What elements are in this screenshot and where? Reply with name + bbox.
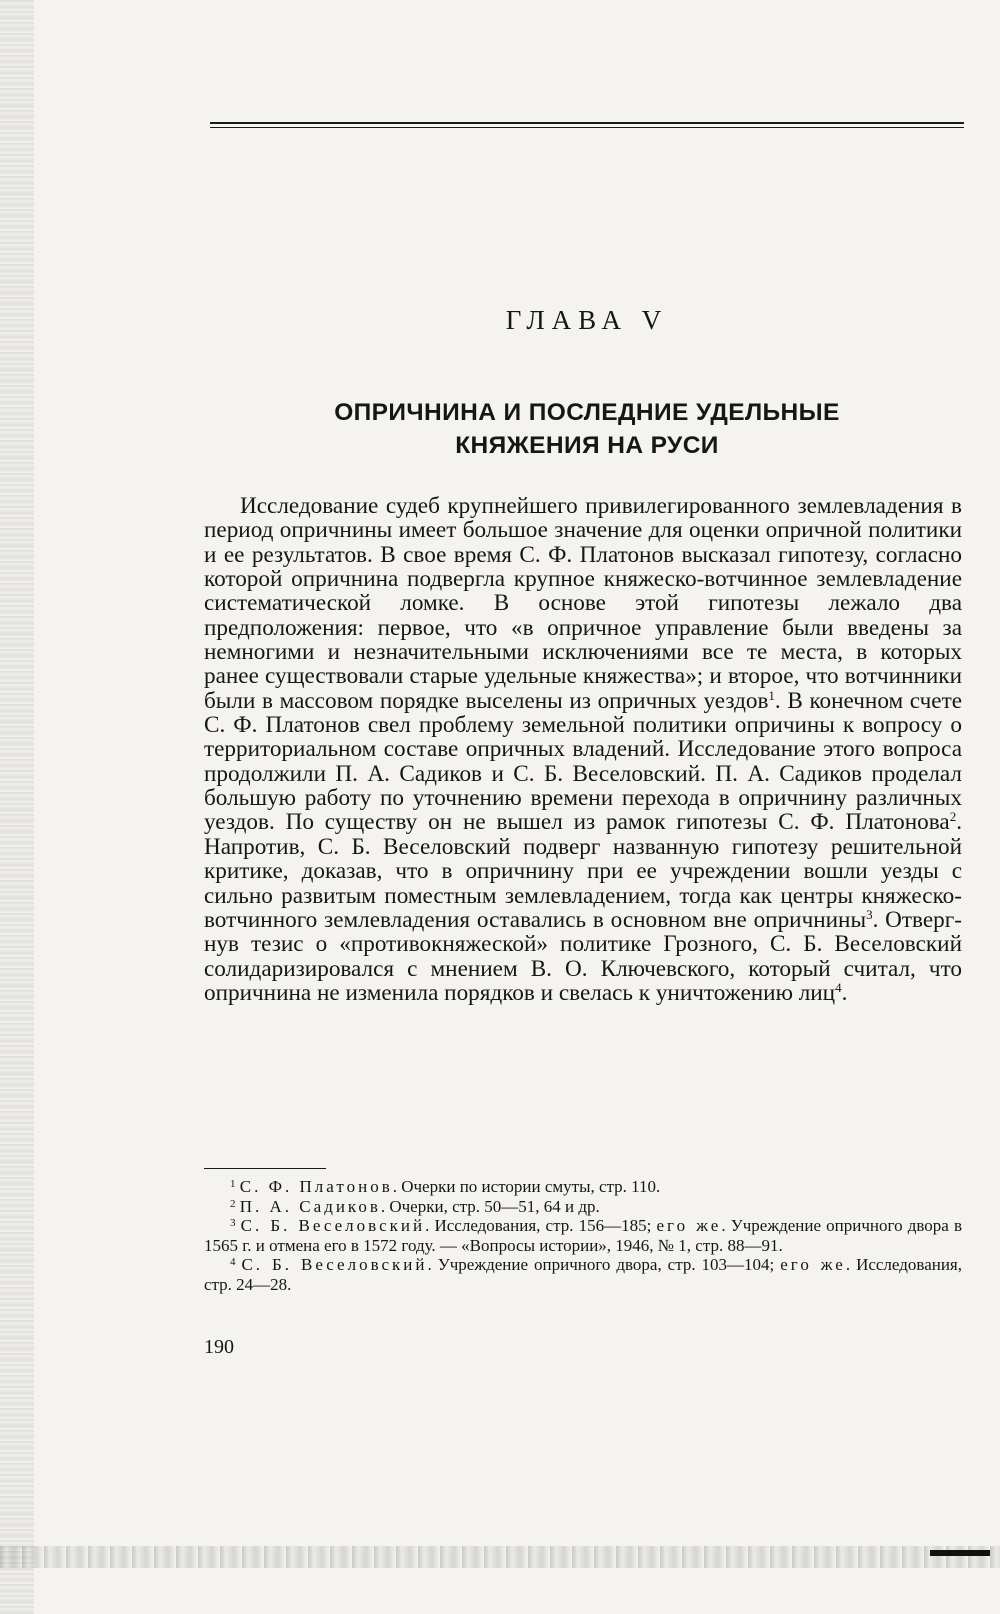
footnote-ref-3[interactable]: 3 — [866, 906, 873, 922]
footnote-author: С. Б. Веселовский — [240, 1216, 426, 1235]
header-rule-thin — [210, 127, 964, 128]
footnote-author: С. Б. Веселовский — [241, 1255, 428, 1274]
scan-edge-mark — [930, 1550, 990, 1556]
footnote-author: С. Ф. Платонов — [239, 1177, 393, 1196]
footnote-text: . Очерки по истории смуты, стр. 110. — [392, 1177, 661, 1196]
footnote-ref-2[interactable]: 2 — [949, 809, 957, 825]
footnote-text-2: . Учреждение опричного двора в 1565 г. и отмена его в 1572 году. — «Вопросы истории», 1946, № 1, стр. 88—91. — [204, 1216, 963, 1255]
footnote-ref-1[interactable]: 1 — [768, 687, 775, 703]
footnote-2 — [204, 1197, 962, 1217]
footnote-text: . Учреждение опричного двора, стр. 103—104; — [427, 1255, 781, 1274]
footnote-ref-4[interactable]: 4 — [835, 979, 842, 995]
body-text-part-e: . — [841, 979, 848, 1006]
footnote-1 — [204, 1177, 962, 1197]
footnote-text-2: . Исследования, стр. 24—28. — [204, 1255, 963, 1294]
chapter-title-line-2: КНЯЖЕНИЯ НА РУСИ — [455, 432, 719, 459]
chapter-title-line-1: ОПРИЧНИНА И ПОСЛЕДНИЕ УДЕЛЬНЫЕ — [334, 399, 840, 426]
footnote-text: . Очерки, стр. 50—51, 64 и др. — [380, 1196, 600, 1216]
footnote-author-2: его же — [780, 1255, 846, 1274]
footnote-3 — [204, 1216, 962, 1255]
footnotes — [204, 1177, 962, 1294]
chapter-label: ГЛАВА V — [505, 305, 669, 335]
footnote-author: П. А. Садиков — [239, 1196, 381, 1216]
footnote-4 — [204, 1255, 962, 1294]
page-number: 190 — [204, 1336, 234, 1358]
footnote-number: 1 — [230, 1178, 236, 1190]
scan-edge-left — [0, 0, 34, 1614]
body-paragraph — [204, 494, 962, 1005]
body-text-part-c: . Напротив, С. Б. Веселовский подверг названную гипотезу решительной критике, доказав, что в опричнину при ее учреждении вошли уезды с сильно развитым поместным землевладением, тогда как центры княжеско-вотчинного землевладения оставались в основном вне опричнины — [204, 809, 962, 933]
body-text-part-d: . Отвергнув тезис о «противокняжеской» политике Грозного, С. Б. Веселовский солидаризировался с мнением В. О. Ключевского, который считал, что опричнина не изменила порядков и свелась к уничтожению лиц — [204, 906, 962, 1006]
header-rule — [210, 122, 964, 124]
footnote-text: . Исследования, стр. 156—185; — [425, 1216, 657, 1235]
scan-edge-bottom — [0, 1546, 1000, 1568]
body-text-part-a: Исследование судеб крупнейшего привилегированного землевладения в период опричнины имеет большое значение для оценки опричной политики и ее результатов. В свое время С. Ф. Платонов высказал гипотезу, согласно которой опричнина подвергла крупное княжеско-вотчинное землевладение систематической ломке. В основе этой гипотезы лежало два предположения: первое, что «в опричное управление были введены за немногими и незначительными исключениями все те места, в которых ранее существовали старые удельные княжества»; и второе, что вотчинники были в массовом порядке выселены из опричных уездов — [204, 493, 962, 714]
body-text-part-b: . В конечном счете С. Ф. Платонов свел проблему земельной политики опричины к вопросу о территориальном составе опричных владений. Исследование этого вопроса продолжили П. А. Садиков и С. Б. Веселовский. П. А. Садиков проделал большую работу по уточнению времени перехода в опричнину различных уездов. По существу он не вышел из рамок гипотезы С. Ф. Платонова — [204, 687, 963, 836]
chapter-title — [210, 396, 964, 462]
footnote-number: 4 — [230, 1256, 236, 1268]
footnote-number: 3 — [230, 1217, 236, 1229]
footnote-author-2: его же — [656, 1216, 722, 1235]
footnote-number: 2 — [230, 1197, 236, 1210]
footnote-rule — [204, 1168, 326, 1169]
